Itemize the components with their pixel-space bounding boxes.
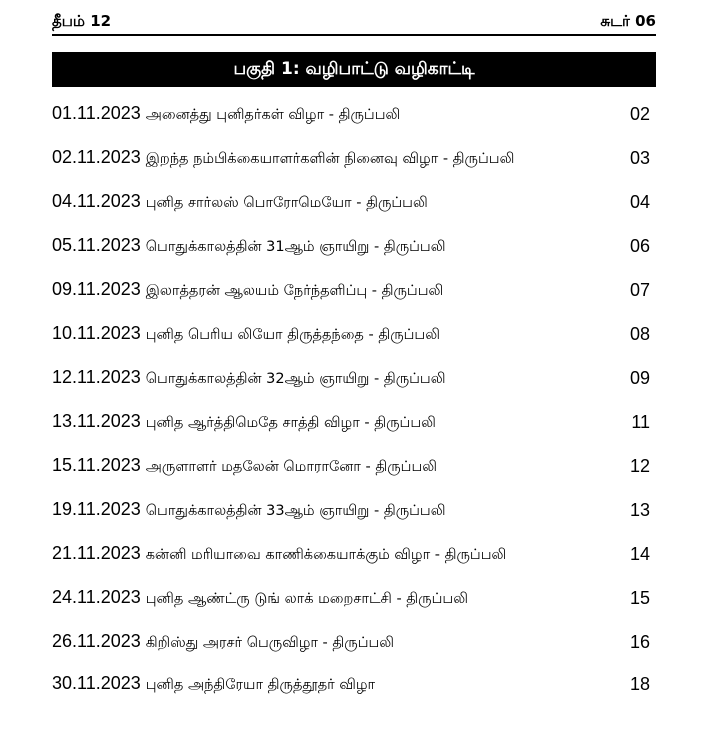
- section-title: பகுதி 1: வழிபாட்டு வழிகாட்டி: [233, 58, 475, 79]
- toc-entry-text: [52, 191, 428, 213]
- toc-date: 30.11.2023: [52, 673, 141, 693]
- toc-date: 24.11.2023: [52, 587, 141, 607]
- toc-entry-text: [52, 147, 514, 169]
- issue-label: தீபம் 12: [52, 12, 112, 30]
- toc-page-number: 04: [629, 191, 650, 212]
- volume-label: சுடர் 06: [600, 12, 656, 30]
- toc-entry-text: [52, 235, 446, 257]
- toc-title: புனித சார்லஸ் பொரோமெயோ - திருப்பலி: [145, 195, 428, 211]
- toc-date: 05.11.2023: [52, 235, 141, 255]
- toc-row[interactable]: [52, 92, 656, 136]
- toc-title: பொதுக்காலத்தின் 31ஆம் ஞாயிறு - திருப்பலி: [145, 239, 446, 255]
- toc-title: புனித அந்திரேயா திருத்தூதர் விழா: [145, 677, 376, 693]
- toc-entry-text: [52, 103, 400, 125]
- toc-title: புனித ஆண்ட்ரு டுங் லாக் மறைசாட்சி - திருப்பலி: [145, 591, 468, 607]
- toc-entry-text: [52, 411, 436, 433]
- toc-row[interactable]: [52, 224, 656, 268]
- toc-date: 13.11.2023: [52, 411, 141, 431]
- toc-row[interactable]: [52, 180, 656, 224]
- toc-row[interactable]: [52, 444, 656, 488]
- toc-title: பொதுக்காலத்தின் 33ஆம் ஞாயிறு - திருப்பலி: [145, 503, 446, 519]
- toc-page-number: 18: [629, 673, 650, 694]
- toc-page-number: 03: [629, 147, 650, 168]
- toc-row[interactable]: [52, 312, 656, 356]
- toc-title: அனைத்து புனிதர்கள் விழா - திருப்பலி: [145, 107, 401, 123]
- toc-date: 19.11.2023: [52, 499, 141, 519]
- toc-title: புனித பெரிய லியோ திருத்தந்தை - திருப்பலி: [145, 327, 440, 343]
- toc-row[interactable]: [52, 268, 656, 312]
- toc-entry-text: [52, 455, 437, 477]
- toc-page-number: 16: [629, 631, 650, 652]
- toc-page-number: 06: [629, 235, 650, 256]
- toc-page-number: 07: [629, 279, 650, 300]
- toc-page-number: 09: [629, 367, 650, 388]
- toc-page-number: 08: [629, 323, 650, 344]
- toc-page-number: 12: [629, 455, 650, 476]
- toc-date: 04.11.2023: [52, 191, 141, 211]
- toc-row[interactable]: [52, 488, 656, 532]
- toc-row[interactable]: [52, 576, 656, 620]
- toc-title: கிறிஸ்து அரசர் பெருவிழா - திருப்பலி: [145, 635, 395, 651]
- toc-title: பொதுக்காலத்தின் 32ஆம் ஞாயிறு - திருப்பலி: [145, 371, 446, 387]
- toc-page-number: 13: [629, 499, 650, 520]
- toc-title: இலாத்தரன் ஆலயம் நேர்ந்தளிப்பு - திருப்பலி: [145, 283, 444, 299]
- toc-date: 02.11.2023: [52, 147, 141, 167]
- toc-entry-text: [52, 631, 394, 653]
- toc-page-number: 02: [629, 103, 650, 124]
- toc-date: 21.11.2023: [52, 543, 141, 563]
- toc-date: 09.11.2023: [52, 279, 141, 299]
- toc-row[interactable]: [52, 664, 656, 704]
- toc-date: 15.11.2023: [52, 455, 141, 475]
- toc-row[interactable]: [52, 532, 656, 576]
- table-of-contents: [52, 92, 656, 704]
- toc-date: 12.11.2023: [52, 367, 141, 387]
- toc-row[interactable]: [52, 136, 656, 180]
- toc-title: கன்னி மரியாவை காணிக்கையாக்கும் விழா - திருப்பலி: [145, 547, 507, 563]
- toc-title: அருளாளர் மதலேன் மொரானோ - திருப்பலி: [145, 459, 438, 475]
- toc-entry-text: [52, 323, 440, 345]
- toc-row[interactable]: [52, 400, 656, 444]
- toc-date: 26.11.2023: [52, 631, 141, 651]
- toc-page-number: 15: [629, 587, 650, 608]
- toc-title: புனித ஆர்த்திமெதே சாத்தி விழா - திருப்பலி: [145, 415, 436, 431]
- toc-entry-text: [52, 499, 446, 521]
- toc-entry-text: [52, 279, 443, 301]
- page-header: [52, 10, 656, 36]
- toc-page-number: 14: [629, 543, 650, 564]
- toc-row[interactable]: [52, 620, 656, 664]
- section-banner: [52, 52, 656, 87]
- toc-entry-text: [52, 587, 468, 609]
- toc-title: இறந்த நம்பிக்கையாளர்களின் நினைவு விழா - திருப்பலி: [145, 151, 515, 167]
- toc-row[interactable]: [52, 356, 656, 400]
- toc-page-number: 11: [631, 411, 650, 432]
- toc-entry-text: [52, 673, 375, 695]
- toc-entry-text: [52, 543, 506, 565]
- toc-date: 01.11.2023: [52, 103, 141, 123]
- toc-date: 10.11.2023: [52, 323, 141, 343]
- toc-entry-text: [52, 367, 446, 389]
